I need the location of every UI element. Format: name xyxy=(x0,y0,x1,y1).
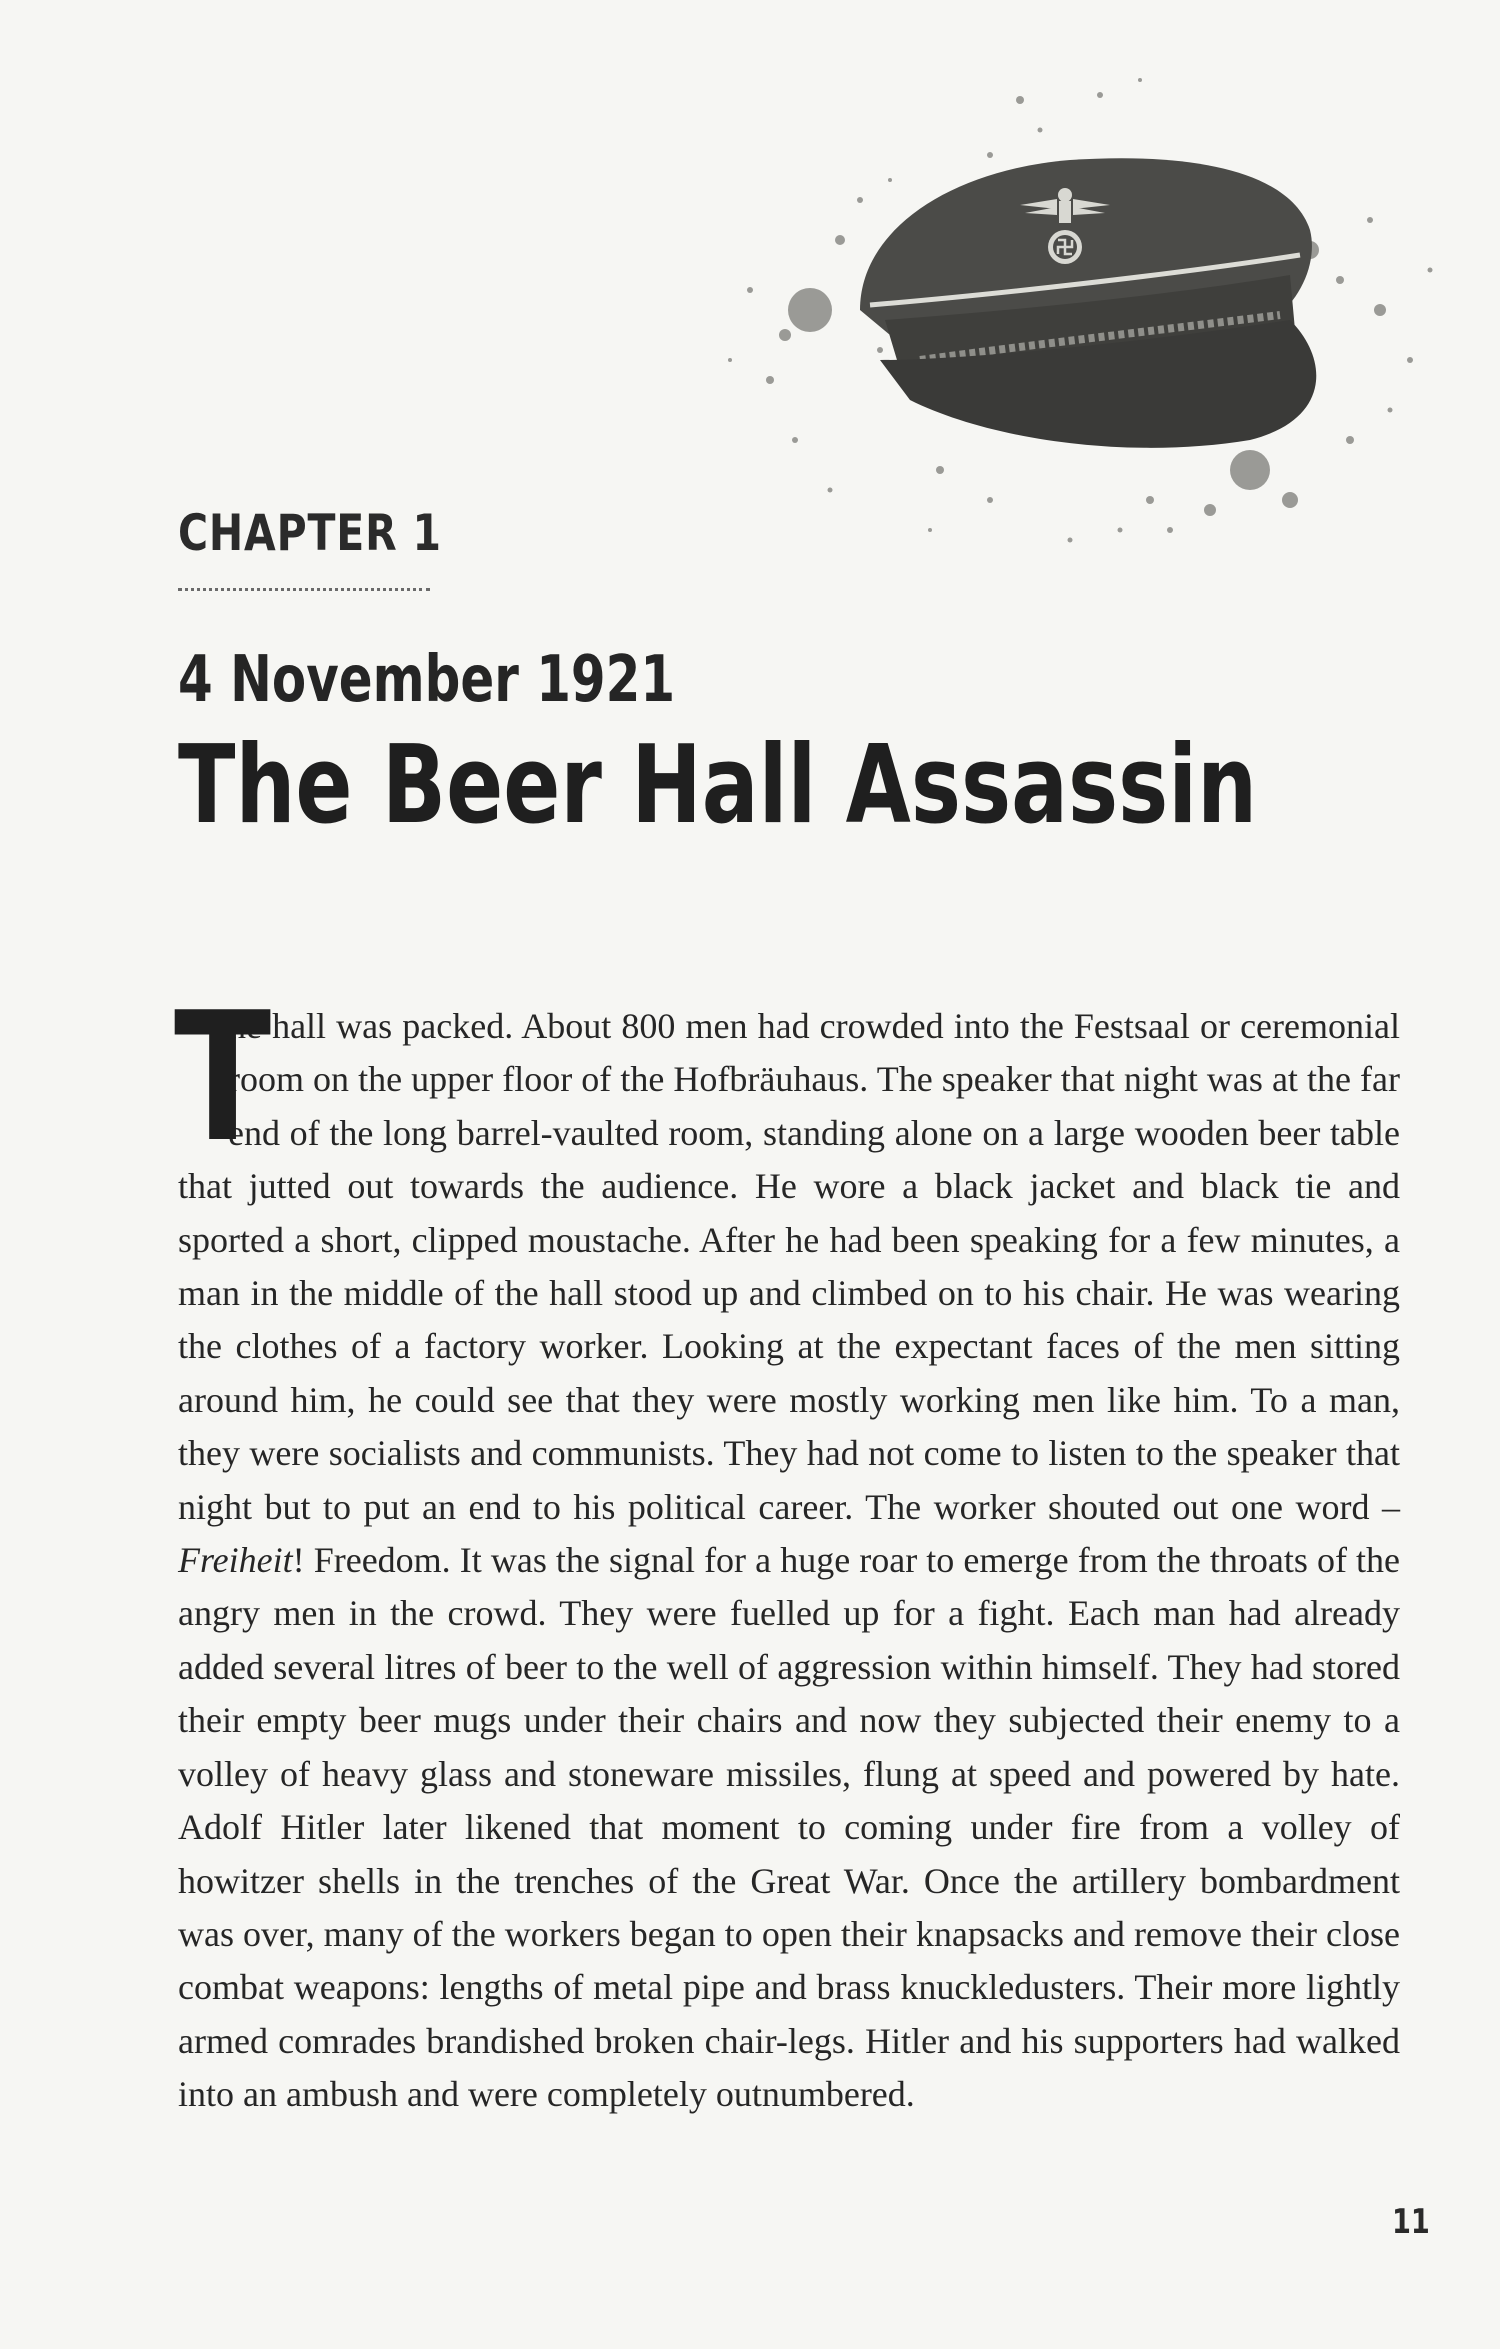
chapter-label: CHAPTER 1 xyxy=(178,504,442,562)
page-number: 11 xyxy=(1392,2202,1430,2242)
body-paragraph xyxy=(174,974,1400,2122)
body-text-segment-1: he hall was packed. About 800 men had crowded into the Festsaal or ceremonial room on the upper floor of the Hofbräuhaus. The speaker that night was at the far end of the long barrel-vaulted room, standing alone on a large wooden beer table that jutted out towards the audience. He wore a black jacket and black tie and sported a short, clipped moustache. After he had been speaking for a few minutes, a man in the middle of the hall stood up and climbed on to his chair. He was wearing the clothes of a factory worker. Looking at the expectant faces of the men sitting around him, he could see that they were mostly working men like him. To a man, they were socialists and communists. They had not come to listen to the speaker that night but to put an end to his political career. The worker shouted out one word – xyxy=(178,1006,1400,1527)
italic-word: Freiheit xyxy=(178,1540,293,1581)
chapter-divider xyxy=(178,588,430,591)
chapter-date: 4 November 1921 xyxy=(178,643,676,717)
peaked-cap-icon xyxy=(690,60,1470,680)
body-text-segment-2: ! Freedom. It was the signal for a huge roar to emerge from the throats of the angry men in the crowd. They were fuelled up for a fight. Each man had already added several litres of beer to the well of aggression within himself. They had stored their empty beer mugs under their chairs and now they subjected their enemy to a volley of heavy glass and stoneware missiles, flung at speed and powered by hate. Adolf Hitler later likened that moment to coming under fire from a volley of howitzer shells in the trenches of the Great War. Once the artillery bombardment was over, many of the workers began to open their knapsacks and remove their close combat weapons: lengths of metal pipe and brass knuckledusters. Their more lightly armed comrades brandished broken chair-legs. Hitler and his supporters had walked into an ambush and were completely outnumbered. xyxy=(178,1540,1400,2115)
drop-cap: T xyxy=(174,974,272,1181)
chapter-title: The Beer Hall Assassin xyxy=(178,723,1258,848)
